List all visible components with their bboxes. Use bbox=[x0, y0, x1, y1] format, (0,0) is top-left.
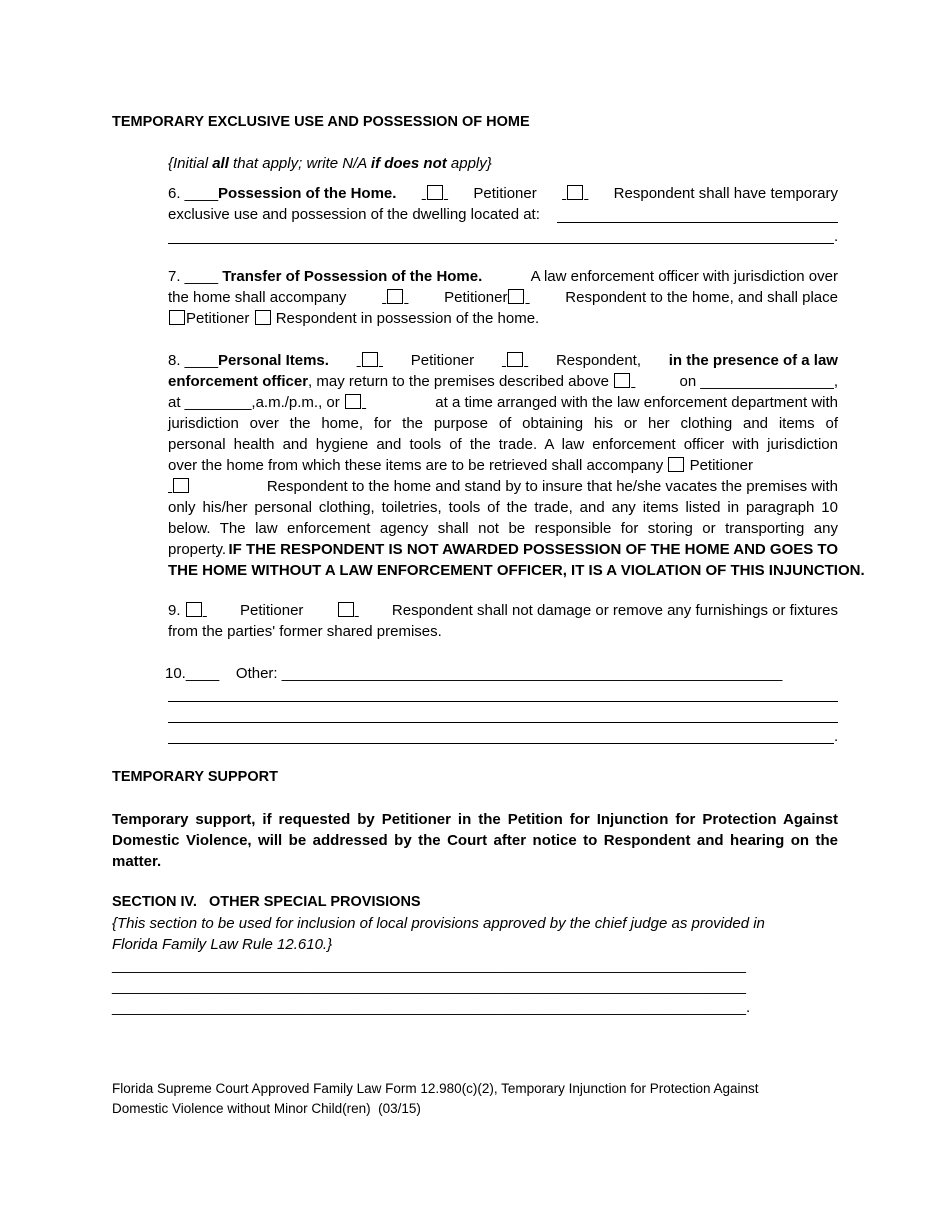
section-heading-home: TEMPORARY EXCLUSIVE USE AND POSSESSION OF HOME bbox=[112, 114, 530, 130]
special-provisions-line-2[interactable]: ____________________________________________________________________________ bbox=[112, 978, 747, 995]
address-line-1[interactable] bbox=[557, 222, 838, 223]
item7-place-respondent-checkbox[interactable] bbox=[255, 310, 271, 325]
item-8: 8. ____Personal Items. Petitioner Respondent, in the presence of a law enforcement officer, may return to the premises described above on ________________, at ________,a.m./p.m., or at a time arranged with the law enforcement department with jurisdiction over the home, for the purpose of obtaining his or her clothing and items of personal health and hygiene and tools of the trade. A law enforcement officer with jurisdiction over the home from which these items are to be retrieved shall accompany Petitioner Respondent to the home and stand by to insure that he/she vacates the premises with only his/her personal clothing, toiletries, tools of the trade, and any items listed in paragraph 10 below. The law enforcement agency shall not be responsible for storing or transporting any property. IF THE RESPONDENT IS NOT AWARDED POSSESSION OF THE HOME AND GOES TO THE HOME WITHOUT A LAW ENFORCEMENT OFFICER, IT IS A VIOLATION OF THIS INJUNCTION. bbox=[168, 352, 865, 579]
item10-period: . bbox=[834, 728, 839, 745]
section-heading-special-provisions: SECTION IV. OTHER SPECIAL PROVISIONS bbox=[112, 894, 421, 910]
item8-accompany-petitioner-checkbox[interactable] bbox=[668, 457, 684, 472]
item6-period: . bbox=[834, 228, 839, 245]
item8-petitioner-checkbox[interactable] bbox=[362, 352, 378, 367]
item-9: 9. Petitioner Respondent shall not damage or remove any furnishings or fixtures from the parties' former shared premises. bbox=[168, 602, 838, 640]
item-7: 7. ____ Transfer of Possession of the Home. A law enforcement officer with jurisdiction over the home shall accompany Petitioner Respondent to the home, and shall place Petitioner Respondent in possession of the home. bbox=[168, 268, 838, 327]
footer-line-1: Florida Supreme Court Approved Family Law Form 12.980(c)(2), Temporary Injunction for Protection Against bbox=[112, 1081, 759, 1096]
footer-line-2: Domestic Violence without Minor Child(ren) (03/15) bbox=[112, 1101, 421, 1116]
item9-petitioner-checkbox[interactable] bbox=[186, 602, 202, 617]
item7-respondent-checkbox[interactable] bbox=[508, 289, 524, 304]
special-provisions-line-3[interactable]: ____________________________________________________________________________. bbox=[112, 999, 751, 1016]
section-heading-support: TEMPORARY SUPPORT bbox=[112, 769, 278, 785]
item-6: 6. ____Possession of the Home. Petitioner Respondent shall have temporary exclusive use and possession of the dwelling located at: bbox=[168, 185, 838, 223]
page-footer bbox=[112, 1079, 832, 1119]
item6-petitioner-checkbox[interactable] bbox=[427, 185, 443, 200]
item8-date-checkbox[interactable] bbox=[614, 373, 630, 388]
other-line-2[interactable] bbox=[168, 722, 838, 723]
item7-place-petitioner-checkbox[interactable] bbox=[169, 310, 185, 325]
item8-arranged-checkbox[interactable] bbox=[345, 394, 361, 409]
item8-respondent-checkbox[interactable] bbox=[507, 352, 523, 367]
item9-respondent-checkbox[interactable] bbox=[338, 602, 354, 617]
other-line-3[interactable] bbox=[168, 743, 834, 744]
instruction-text: {Initial all that apply; write N/A if does not apply} bbox=[168, 155, 492, 172]
item7-petitioner-checkbox[interactable] bbox=[387, 289, 403, 304]
special-provisions-note: {This section to be used for inclusion of local provisions approved by the chief judge as provided in Florida Family Law Rule 12.610.} bbox=[112, 915, 765, 953]
item-10: 10.____ Other: ____________________________________________________________ bbox=[165, 665, 783, 682]
item6-respondent-checkbox[interactable] bbox=[567, 185, 583, 200]
other-line-1[interactable] bbox=[168, 701, 838, 702]
address-line-2[interactable] bbox=[168, 243, 834, 244]
support-paragraph: Temporary support, if requested by Petitioner in the Petition for Injunction for Protection Against Domestic Violence, will be addressed by the Court after notice to Respondent and hearing on the matter. bbox=[112, 811, 838, 870]
special-provisions-line-1[interactable]: ____________________________________________________________________________ bbox=[112, 957, 747, 974]
item8-accompany-respondent-checkbox[interactable] bbox=[173, 478, 189, 493]
item10-other-field[interactable]: Other: ____________________________________________________________ bbox=[235, 665, 783, 682]
